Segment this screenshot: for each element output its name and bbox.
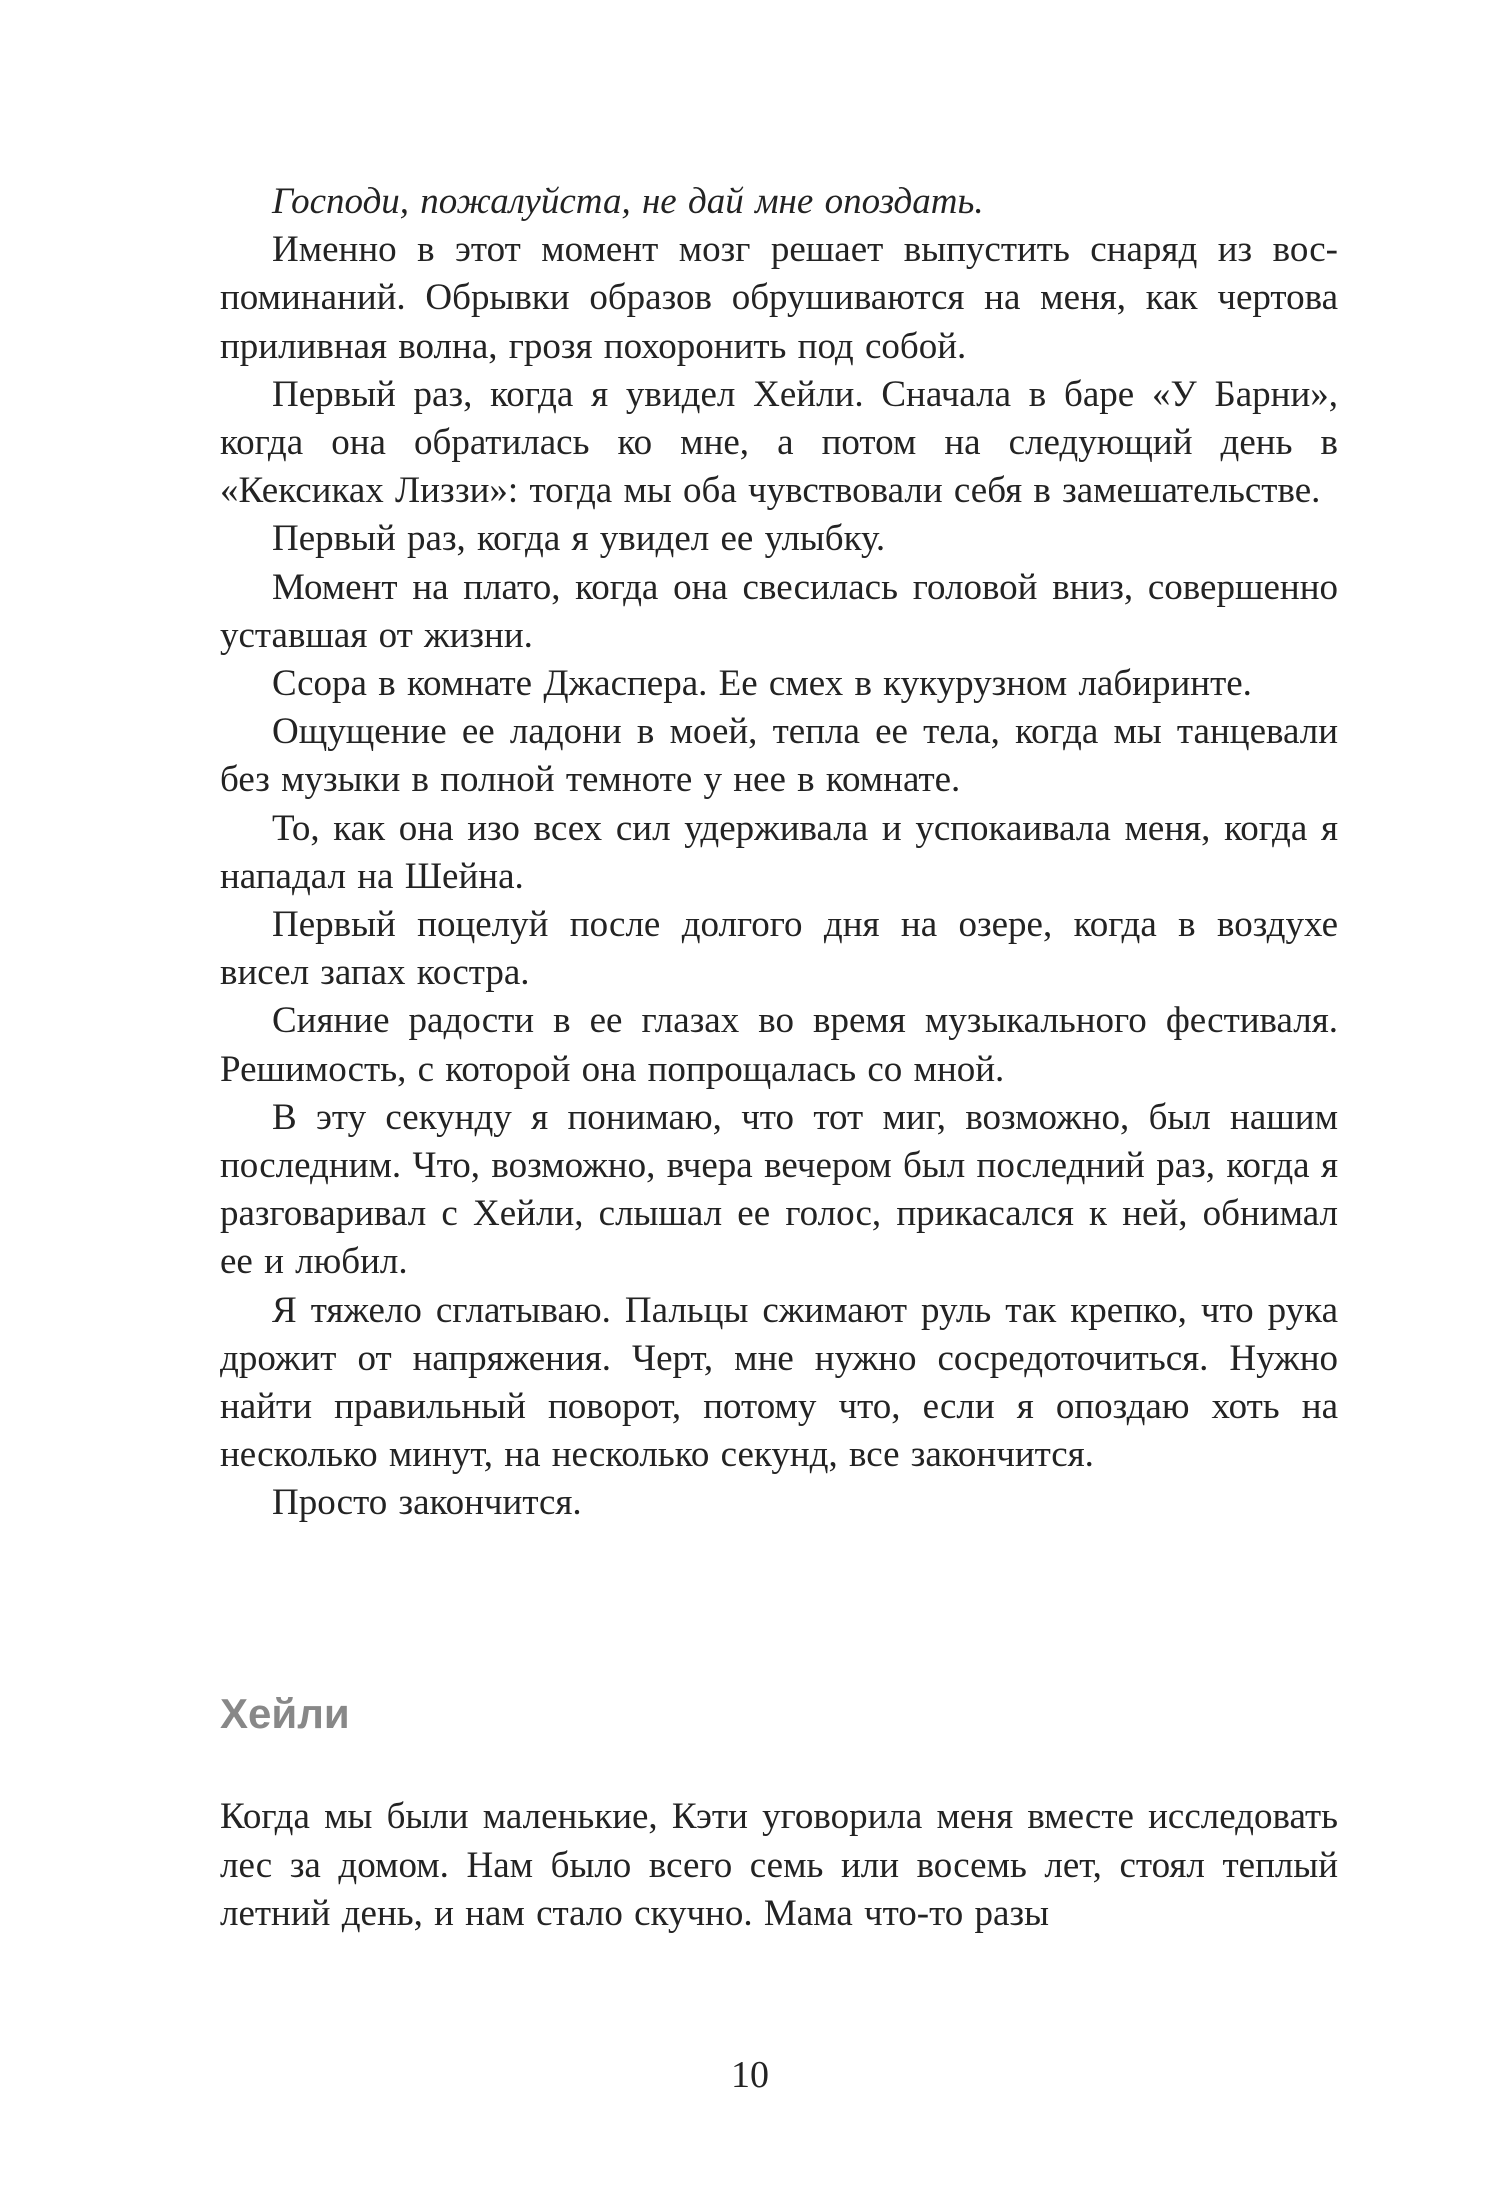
page-number: 10 [731, 2054, 769, 2096]
chapter-continuation-text [220, 178, 1338, 1528]
paragraph: Первый раз, когда я увидел ее улыбку. [272, 518, 886, 560]
paragraph: Ссора в комнате Джаспера. Ее смех в кукурузном лабиринте. [272, 663, 1252, 705]
paragraph: Именно в этот момент мозг решает выпустить снаряд из воспоминаний. Обрывки образов обрушиваются на меня, как чертова приливная волна, грозя похоронить под собой. [220, 229, 1338, 367]
paragraph: Просто закончится. [272, 1482, 582, 1524]
paragraph: Первый раз, когда я увидел Хейли. Сначала в баре «У Барни», когда она обратилась ко мне, а потом на следующий день в «Кексиках Лиззи»: тогда мы оба чувствовали себя в замешательстве. [220, 373, 1338, 512]
paragraph: Ощущение ее ладони в моей, тепла ее тела, когда мы танцевали без музыки в полной темноте у нее в комнате. [220, 711, 1338, 801]
paragraph: Первый поцелуй после долгого дня на озере, когда в воздухе висел запах костра. [220, 904, 1338, 994]
paragraph: Я тяжело сглатываю. Пальцы сжимают руль так крепко, что рука дрожит от напряжения. Черт, мне нужно сосредоточиться. Нужно найти правильный поворот, потому что, если я опоздаю хоть на несколько минут, на несколько секунд, все закончится. [220, 1289, 1338, 1476]
paragraph: Момент на плато, когда она свесилась головой вниз, совершенно уставшая от жизни. [220, 566, 1338, 656]
paragraph: Сияние радости в ее глазах во время музыкального фестиваля. Решимость, с которой она попрощалась со мной. [220, 1000, 1338, 1090]
paragraph: То, как она изо всех сил удерживала и успокаивала меня, когда я нападал на Шейна. [220, 807, 1338, 897]
section-heading: Хейли [220, 1690, 350, 1737]
paragraph: В эту секунду я понимаю, что тот миг, возможно, был нашим последним. Что, возможно, вчера вечером был последний раз, когда я разговаривал с Хейли, слышал ее голос, прикасался к ней, обнимал ее и любил. [220, 1096, 1338, 1283]
paragraph: Когда мы были маленькие, Кэти уговорила меня вместе исследовать лес за домом. Нам было всего семь или восемь лет, стоял теплый летний день, и нам стало скучно. Мама что-то разы [220, 1796, 1338, 1934]
section-text [220, 1793, 1338, 1939]
paragraph-italic-prayer: Господи, пожалуйста, не дай мне опоздать. [272, 181, 984, 222]
